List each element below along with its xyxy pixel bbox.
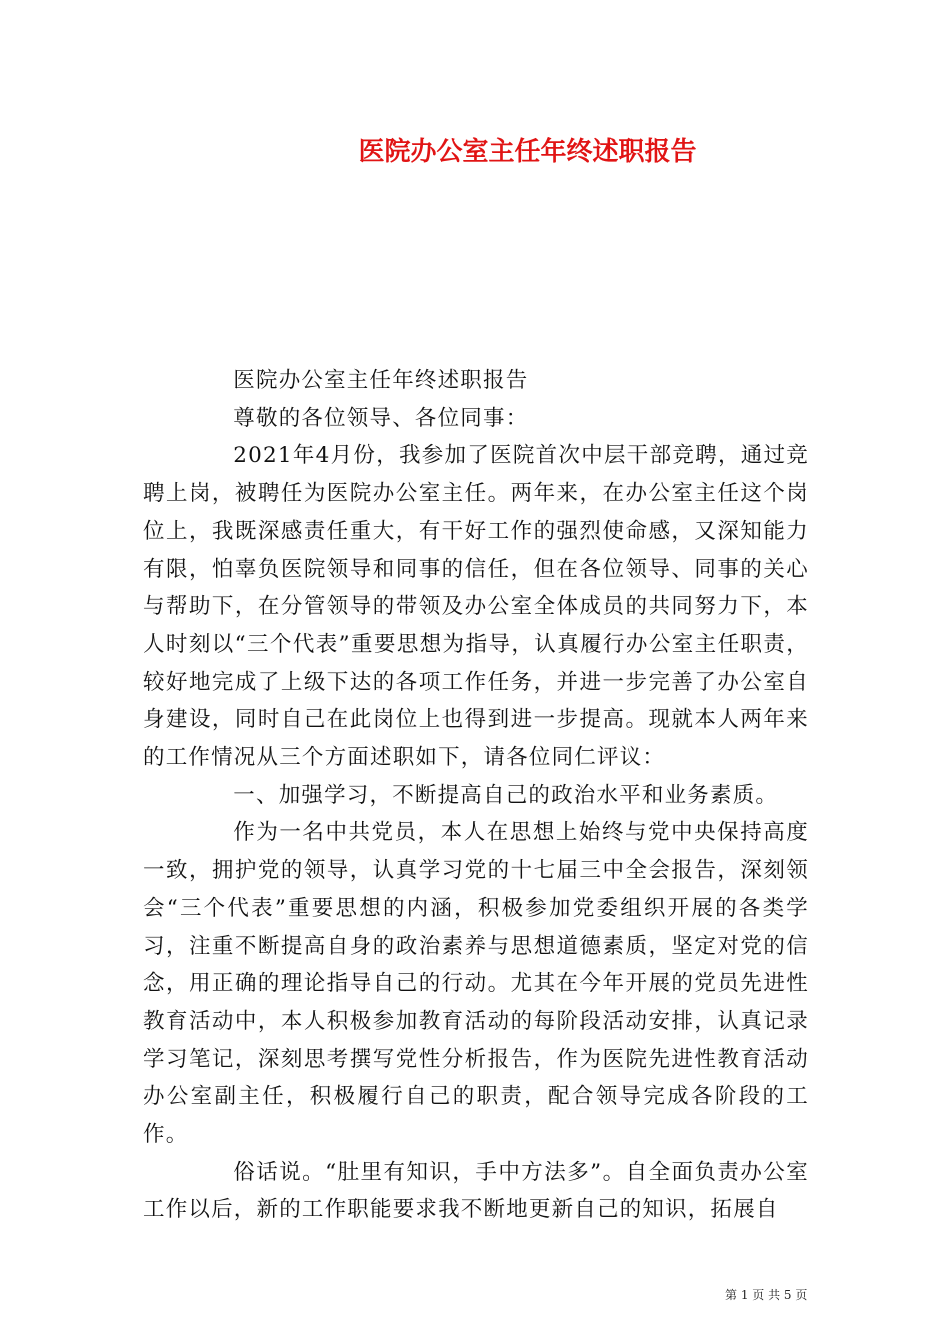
paragraph-section-one: 一、加强学习，不断提高自己的政治水平和业务素质。	[233, 782, 779, 808]
page-number: 第 1 页 共 5 页	[725, 1288, 808, 1302]
paragraph-study: 作为一名中共党员，本人在思想上始终与党中央保持高度一致，拥护党的领导，认真学习党的十七届三中全会报告，深刻领会“三个代表”重要思想的内涵，积极参加党委组织开展的各类学习，注重不断提高自身的政治素养与思想道德素质，坚定对党的信念，用正确的理论指导自己的行动。尤其在今年开展的党员先进性教育活动中，本人积极参加教育活动的每阶段活动安排，认真记录学习笔记，深刻思考撰写党性分析报告，作为医院先进性教育活动办公室副主任，积极履行自己的职责，配合领导完成各阶段的工作。	[143, 820, 809, 1148]
document-body	[143, 362, 809, 1229]
paragraph-knowledge: 俗话说。“肚里有知识，手中方法多”。自全面负责办公室工作以后，新的工作职能要求我不断地更新自己的知识，拓展自	[143, 1159, 809, 1223]
paragraph-salutation: 尊敬的各位领导、各位同事：	[233, 405, 529, 431]
paragraph-intro: 2021年4月份，我参加了医院首次中层干部竞聘，通过竞聘上岗，被聘任为医院办公室主任。两年来，在办公室主任这个岗位上，我既深感责任重大，有干好工作的强烈使命感，又深知能力有限，怕辜负医院领导和同事的信任，但在各位领导、同事的关心与帮助下，在分管领导的带领及办公室全体成员的共同努力下，本人时刻以“三个代表”重要思想为指导，认真履行办公室主任职责，较好地完成了上级下达的各项工作任务，并进一步完善了办公室自身建设，同时自己在此岗位上也得到进一步提高。现就本人两年来的工作情况从三个方面述职如下，请各位同仁评议：	[143, 443, 809, 771]
paragraph-heading: 医院办公室主任年终述职报告	[233, 368, 529, 393]
document-title: 医院办公室主任年终述职报告	[358, 137, 697, 167]
